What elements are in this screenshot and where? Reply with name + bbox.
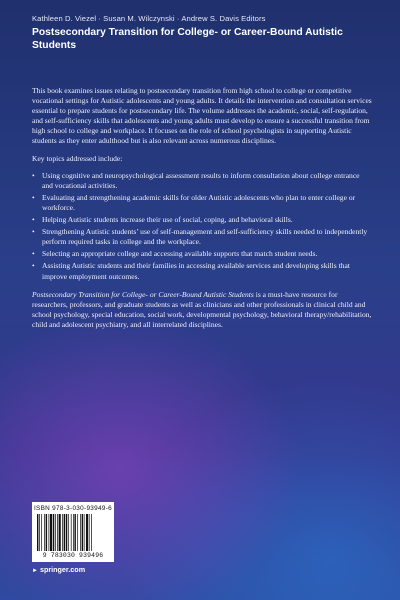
description-paragraph: This book examines issues relating to postsecondary transition from high school to college or competitive vocational settings for Autistic adolescents and young adults. It details the intervention and consultation services essential to prepare students for postsecondary life. The volume addresses the academic, social, self-regulation, and self-sufficiency skills that adolescents and young adults must develop to ensure a successful transition from high school to college and workplace. It focuses on the role of school psychologists in supporting Autistic students as they enter adulthood but is also relevant across numerous disciplines. (32, 86, 372, 146)
topic-item (32, 227, 372, 247)
cover-body (32, 86, 372, 337)
editors-line: Kathleen D. Viezel · Susan M. Wilczynski · Andrew S. Davis Editors (32, 14, 266, 23)
topic-item (32, 193, 372, 213)
topic-item (32, 171, 372, 191)
closing-book-title: Postsecondary Transition for College- or Career-Bound Autistic Students (32, 289, 254, 299)
topic-item (32, 249, 372, 259)
bullet-icon: • (32, 215, 35, 225)
closing-text: is a must-have resource for researchers, professors, and graduate students as well as clinicians and other professionals in clinical child and school psychology, special education, social work, developmental psychology, behavioral therapy/rehabilitation, child and adolescent psychiatry, and all interrelated disciplines. (32, 289, 372, 329)
bullet-icon: • (32, 192, 35, 202)
topic-text: Helping Autistic students increase their use of social, coping, and behavioral skills. (42, 215, 293, 225)
bullet-icon: • (32, 170, 35, 180)
isbn-label: ISBN 978-3-030-93949-6 (33, 505, 112, 512)
bullet-icon: • (32, 249, 35, 259)
topic-text: Evaluating and strengthening academic skills for older Autistic adolescents who plan to enter college or workforce. (42, 192, 356, 212)
topic-item (32, 215, 372, 225)
barcode-icon (37, 514, 109, 551)
book-title: Postsecondary Transition for College- or Career-Bound Autistic Students (32, 27, 343, 51)
topics-list (32, 171, 372, 282)
bullet-icon: • (32, 227, 35, 237)
bullet-icon: • (32, 261, 35, 271)
topics-heading: Key topics addressed include: (32, 153, 123, 163)
topic-text: Strengthening Autistic students’ use of self-management and self-sufficiency skills needed to independently perform required tasks in college and the workplace. (42, 227, 368, 247)
publisher-website[interactable] (32, 565, 85, 574)
topic-item (32, 261, 372, 281)
topic-text: Assisting Autistic students and their families in accessing available services and developing skills that improve employment outcomes. (42, 261, 350, 281)
topic-text: Selecting an appropriate college and accessing available supports that match student needs. (42, 249, 318, 259)
website-label: springer.com (39, 565, 86, 574)
barcode-number: 9 783030 939496 (42, 552, 104, 559)
closing-paragraph (32, 290, 372, 330)
arrow-right-icon: ► (32, 568, 38, 574)
isbn-barcode (32, 502, 114, 562)
topic-text: Using cognitive and neuropsychological assessment results to inform consultation about college entrance and vocational activities. (42, 170, 360, 190)
